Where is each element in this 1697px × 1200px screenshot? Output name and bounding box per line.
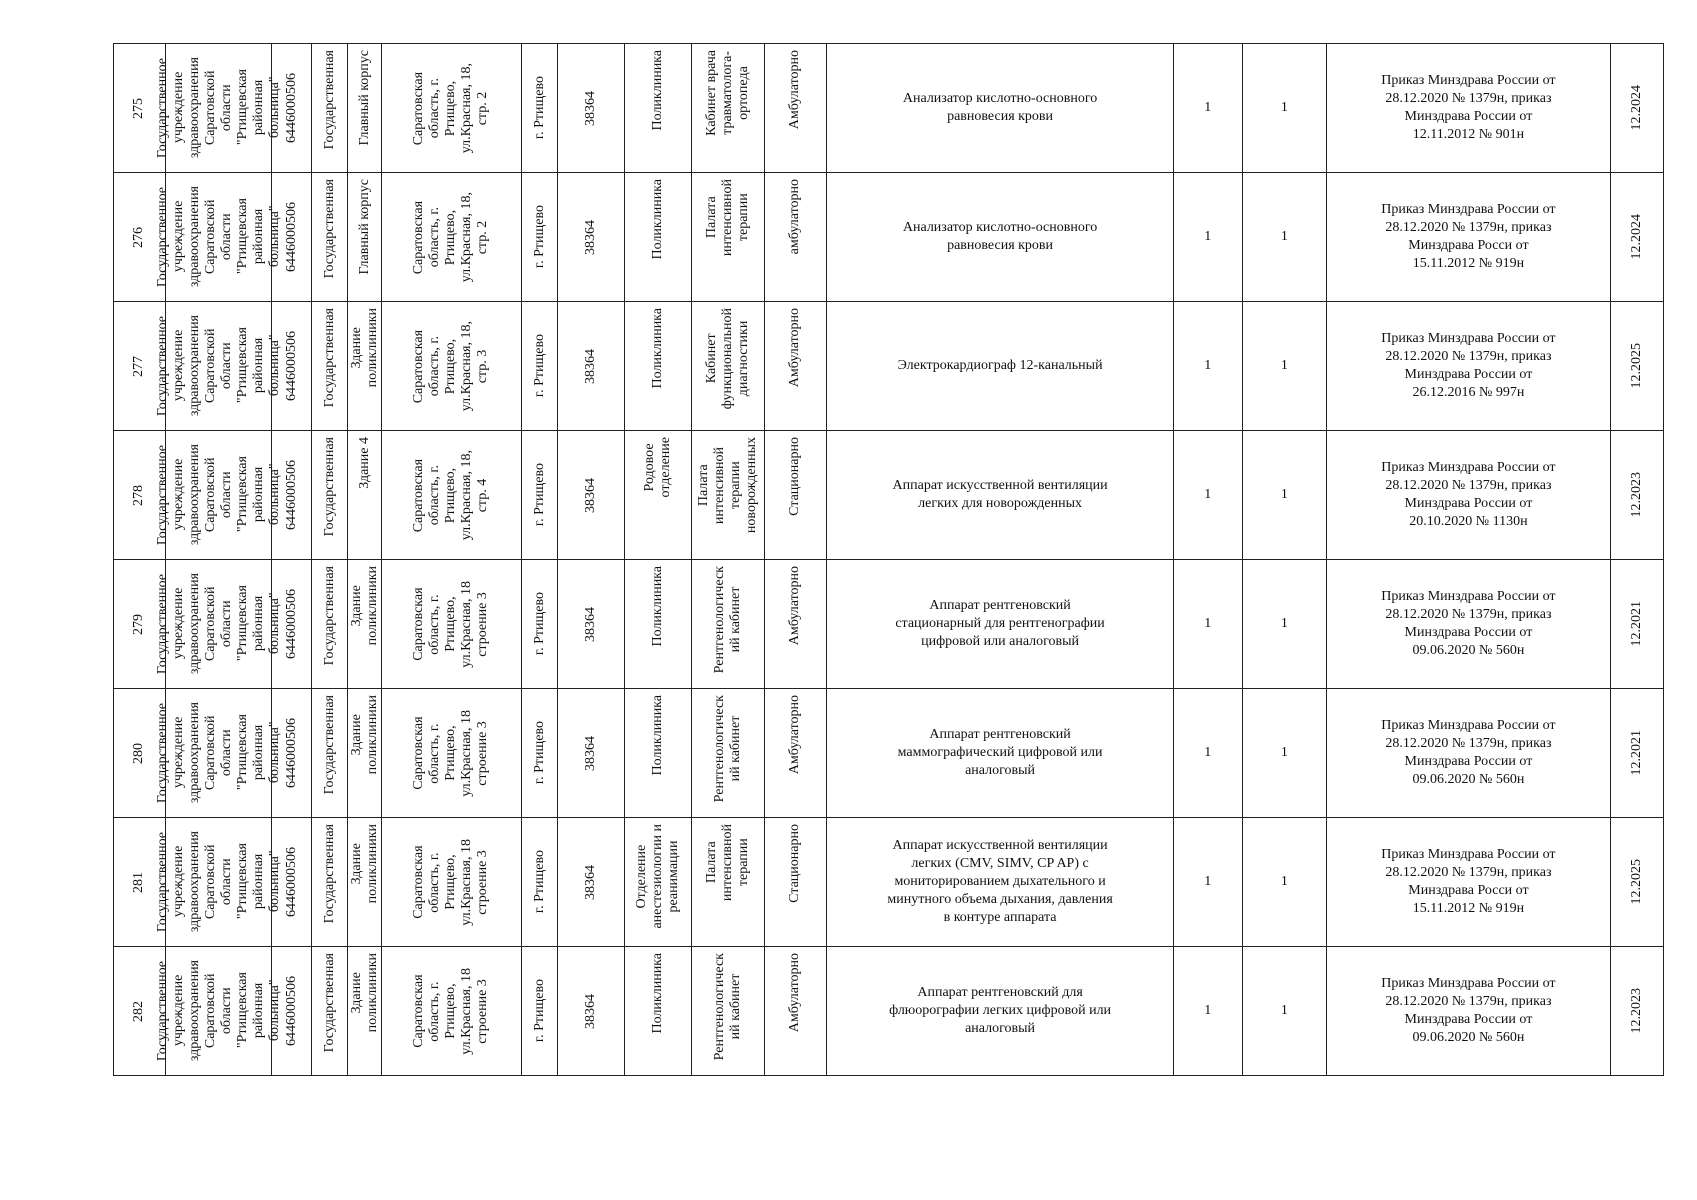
- building-cell: [348, 947, 382, 1076]
- equipment-cell: [827, 560, 1173, 689]
- quantity-cell: [1173, 689, 1242, 818]
- equipment-cell: [827, 947, 1173, 1076]
- table-body: [114, 44, 1664, 1076]
- care-type-cell: [764, 44, 827, 173]
- quantity-text: 1: [1204, 745, 1212, 760]
- territory-code-text: 38364: [582, 90, 598, 126]
- equipment-cell: [827, 302, 1173, 431]
- room-cell: [692, 818, 764, 947]
- ownership-type-cell: [311, 560, 347, 689]
- quantity-cell: [1242, 689, 1327, 818]
- date-text: 12.2023: [1628, 988, 1644, 1034]
- quantity-text: 1: [1204, 100, 1212, 115]
- department-text: Поликлиника: [649, 179, 665, 260]
- city-cell: [521, 818, 557, 947]
- room-text: Палата интенсивной терапии новорожденных: [695, 437, 759, 534]
- regulatory-basis-cell: [1327, 431, 1611, 560]
- room-text: Рентгенологическ ий кабинет: [711, 566, 743, 674]
- care-type-cell: [764, 689, 827, 818]
- room-cell: [692, 689, 764, 818]
- table-row: [114, 173, 1664, 302]
- ownership-type-text: Государственная: [321, 566, 337, 666]
- territory-code-cell: [558, 173, 624, 302]
- date-text: 12.2021: [1628, 601, 1644, 647]
- address-text: Саратовская область, г. Ртищево, ул.Красная, 18 строение 3: [411, 709, 491, 797]
- room-cell: [692, 560, 764, 689]
- territory-code-text: 38364: [582, 735, 598, 771]
- department-text: Отделение анестезиологии и реанимации: [633, 824, 681, 929]
- date-text: 12.2021: [1628, 730, 1644, 776]
- organization-name-text: Государственное учреждение здравоохранения Саратовской области "Ртищевская районная больница": [154, 315, 282, 417]
- territory-code-text: 38364: [582, 606, 598, 642]
- date-cell: [1610, 431, 1663, 560]
- regulatory-basis-text: Приказ Минздрава России от 28.12.2020 № 1379н, приказ Минздрава России от 09.06.2020 № 560н: [1381, 718, 1556, 787]
- quantity-text: 1: [1280, 229, 1288, 244]
- row-number-text: 279: [131, 613, 147, 635]
- organization-name-cell: [154, 173, 282, 302]
- ownership-type-cell: [311, 431, 347, 560]
- department-cell: [624, 947, 692, 1076]
- ownership-type-cell: [311, 689, 347, 818]
- care-type-text: амбулаторно: [787, 179, 803, 255]
- building-text: Здание поликлиники: [348, 953, 380, 1033]
- equipment-cell: [827, 818, 1173, 947]
- regulatory-basis-text: Приказ Минздрава России от 28.12.2020 № 1379н, приказ Минздрава России от 12.11.2012 № 901н: [1381, 73, 1556, 142]
- building-text: Здание поликлиники: [348, 695, 380, 775]
- date-text: 12.2025: [1628, 859, 1644, 905]
- territory-code-text: 38364: [582, 348, 598, 384]
- table-row: [114, 560, 1664, 689]
- address-text: Саратовская область, г. Ртищево, ул.Красная, 18 строение 3: [411, 580, 491, 668]
- room-cell: [692, 173, 764, 302]
- organization-name-cell: [154, 302, 282, 431]
- inn-text: 6446000506: [283, 460, 299, 530]
- department-cell: [624, 818, 692, 947]
- row-number-text: 280: [131, 742, 147, 764]
- row-number-text: 277: [131, 355, 147, 377]
- building-cell: [348, 818, 382, 947]
- quantity-text: 1: [1204, 1003, 1212, 1018]
- care-type-cell: [764, 818, 827, 947]
- organization-name-text: Государственное учреждение здравоохранения Саратовской области "Ртищевская районная больница": [154, 573, 282, 675]
- regulatory-basis-text: Приказ Минздрава России от 28.12.2020 № 1379н, приказ Минздрава Росси от 15.11.2012 № 919н: [1381, 202, 1556, 271]
- date-cell: [1610, 44, 1663, 173]
- quantity-cell: [1242, 560, 1327, 689]
- quantity-cell: [1242, 818, 1327, 947]
- ownership-type-cell: [311, 947, 347, 1076]
- inn-text: 6446000506: [283, 976, 299, 1046]
- city-cell: [521, 44, 557, 173]
- table-row: [114, 431, 1664, 560]
- room-cell: [692, 302, 764, 431]
- department-cell: [624, 431, 692, 560]
- territory-code-cell: [558, 818, 624, 947]
- city-text: г. Ртищево: [531, 850, 547, 914]
- date-text: 12.2024: [1628, 85, 1644, 131]
- regulatory-basis-cell: [1327, 689, 1611, 818]
- regulatory-basis-text: Приказ Минздрава России от 28.12.2020 № 1379н, приказ Минздрава России от 20.10.2020 № 1130н: [1381, 460, 1556, 529]
- date-cell: [1610, 560, 1663, 689]
- organization-name-text: Государственное учреждение здравоохранения Саратовской области "Ртищевская районная больница": [154, 444, 282, 546]
- quantity-text: 1: [1204, 487, 1212, 502]
- quantity-cell: [1242, 302, 1327, 431]
- address-text: Саратовская область, г. Ртищево, ул.Красная, 18 строение 3: [411, 967, 491, 1055]
- city-text: г. Ртищево: [531, 463, 547, 527]
- date-cell: [1610, 947, 1663, 1076]
- care-type-text: Стационарно: [787, 437, 803, 516]
- city-cell: [521, 173, 557, 302]
- department-text: Родовое отделение: [641, 437, 673, 498]
- quantity-text: 1: [1280, 358, 1288, 373]
- quantity-cell: [1173, 44, 1242, 173]
- department-text: Поликлиника: [649, 566, 665, 647]
- regulatory-basis-cell: [1327, 818, 1611, 947]
- row-number-text: 276: [131, 226, 147, 248]
- regulatory-basis-text: Приказ Минздрава России от 28.12.2020 № 1379н, приказ Минздрава Росси от 15.11.2012 № 919н: [1381, 847, 1556, 916]
- building-cell: [348, 173, 382, 302]
- table-row: [114, 947, 1664, 1076]
- city-text: г. Ртищево: [531, 76, 547, 140]
- building-text: Здание 4: [356, 437, 372, 489]
- inn-text: 6446000506: [283, 331, 299, 401]
- quantity-text: 1: [1204, 616, 1212, 631]
- quantity-text: 1: [1204, 229, 1212, 244]
- row-number-text: 281: [131, 871, 147, 893]
- quantity-cell: [1173, 818, 1242, 947]
- care-type-text: Амбулаторно: [787, 695, 803, 775]
- ownership-type-text: Государственная: [321, 437, 337, 537]
- address-text: Саратовская область, г. Ртищево, ул.Красная, 18, стр. 3: [411, 320, 491, 412]
- date-text: 12.2024: [1628, 214, 1644, 260]
- room-cell: [692, 431, 764, 560]
- territory-code-text: 38364: [582, 993, 598, 1029]
- date-cell: [1610, 818, 1663, 947]
- ownership-type-text: Государственная: [321, 824, 337, 924]
- organization-name-text: Государственное учреждение здравоохранения Саратовской области "Ртищевская районная больница": [154, 831, 282, 933]
- address-text: Саратовская область, г. Ртищево, ул.Красная, 18, стр. 2: [411, 191, 491, 283]
- address-text: Саратовская область, г. Ртищево, ул.Красная, 18 строение 3: [411, 838, 491, 926]
- building-text: Здание поликлиники: [348, 308, 380, 388]
- equipment-text: Аппарат рентгеновский маммографический цифровой или аналоговый: [897, 727, 1103, 778]
- building-cell: [348, 431, 382, 560]
- ownership-type-cell: [311, 44, 347, 173]
- territory-code-cell: [558, 560, 624, 689]
- ownership-type-text: Государственная: [321, 50, 337, 150]
- address-text: Саратовская область, г. Ртищево, ул.Красная, 18, стр. 2: [411, 62, 491, 154]
- room-text: Рентгенологическ ий кабинет: [711, 695, 743, 803]
- inn-text: 6446000506: [283, 718, 299, 788]
- inn-text: 6446000506: [283, 589, 299, 659]
- city-cell: [521, 947, 557, 1076]
- equipment-text: Анализатор кислотно-основного равновесия крови: [902, 220, 1098, 253]
- organization-name-cell: [154, 431, 282, 560]
- care-type-text: Амбулаторно: [787, 50, 803, 130]
- equipment-text: Аппарат рентгеновский стационарный для рентгенографии цифровой или аналоговый: [895, 598, 1105, 649]
- quantity-cell: [1173, 173, 1242, 302]
- territory-code-cell: [558, 689, 624, 818]
- department-text: Поликлиника: [649, 695, 665, 776]
- address-cell: [381, 689, 521, 818]
- quantity-cell: [1173, 302, 1242, 431]
- room-text: Палата интенсивной терапии: [703, 824, 751, 902]
- address-cell: [381, 44, 521, 173]
- regulatory-basis-cell: [1327, 560, 1611, 689]
- organization-name-text: Государственное учреждение здравоохранения Саратовской области "Ртищевская районная больница": [154, 186, 282, 288]
- organization-name-text: Государственное учреждение здравоохранения Саратовской области "Ртищевская районная больница": [154, 57, 282, 159]
- department-cell: [624, 689, 692, 818]
- territory-code-cell: [558, 302, 624, 431]
- equipment-cell: [827, 44, 1173, 173]
- quantity-text: 1: [1204, 874, 1212, 889]
- quantity-text: 1: [1280, 100, 1288, 115]
- city-cell: [521, 302, 557, 431]
- care-type-cell: [764, 560, 827, 689]
- table-row: [114, 44, 1664, 173]
- quantity-cell: [1242, 431, 1327, 560]
- regulatory-basis-cell: [1327, 173, 1611, 302]
- quantity-cell: [1173, 947, 1242, 1076]
- inn-text: 6446000506: [283, 847, 299, 917]
- row-number-text: 278: [131, 484, 147, 506]
- care-type-text: Амбулаторно: [787, 566, 803, 646]
- quantity-cell: [1242, 947, 1327, 1076]
- equipment-cell: [827, 431, 1173, 560]
- city-text: г. Ртищево: [531, 979, 547, 1043]
- ownership-type-text: Государственная: [321, 179, 337, 279]
- department-text: Поликлиника: [649, 953, 665, 1034]
- ownership-type-cell: [311, 302, 347, 431]
- quantity-cell: [1173, 431, 1242, 560]
- care-type-text: Амбулаторно: [787, 953, 803, 1033]
- table-row: [114, 818, 1664, 947]
- territory-code-cell: [558, 44, 624, 173]
- organization-name-cell: [154, 689, 282, 818]
- territory-code-text: 38364: [582, 864, 598, 900]
- ownership-type-text: Государственная: [321, 308, 337, 408]
- room-text: Рентгенологическ ий кабинет: [711, 953, 743, 1061]
- table-row: [114, 689, 1664, 818]
- room-text: Палата интенсивной терапии: [703, 179, 751, 257]
- organization-name-text: Государственное учреждение здравоохранения Саратовской области "Ртищевская районная больница": [154, 960, 282, 1062]
- equipment-text: Аппарат искусственной вентиляции легких (CMV, SIMV, CP AP) с мониторированием дыхательного и минутного объема дыхания, давления в контуре аппарата: [887, 838, 1113, 925]
- department-cell: [624, 173, 692, 302]
- quantity-text: 1: [1204, 358, 1212, 373]
- quantity-text: 1: [1280, 745, 1288, 760]
- equipment-text: Аппарат искусственной вентиляции легких для новорожденных: [892, 478, 1108, 511]
- quantity-text: 1: [1280, 1003, 1288, 1018]
- regulatory-basis-cell: [1327, 302, 1611, 431]
- organization-name-cell: [154, 560, 282, 689]
- address-cell: [381, 818, 521, 947]
- city-cell: [521, 560, 557, 689]
- regulatory-basis-cell: [1327, 44, 1611, 173]
- room-cell: [692, 44, 764, 173]
- building-text: Здание поликлиники: [348, 824, 380, 904]
- table-row: [114, 302, 1664, 431]
- care-type-text: Стационарно: [787, 824, 803, 903]
- city-text: г. Ртищево: [531, 721, 547, 785]
- department-cell: [624, 560, 692, 689]
- department-text: Поликлиника: [649, 50, 665, 131]
- department-cell: [624, 44, 692, 173]
- inn-text: 6446000506: [283, 202, 299, 272]
- equipment-cell: [827, 689, 1173, 818]
- city-text: г. Ртищево: [531, 334, 547, 398]
- equipment-text: Аппарат рентгеновский для флюорографии легких цифровой или аналоговый: [889, 985, 1112, 1036]
- quantity-text: 1: [1280, 616, 1288, 631]
- date-text: 12.2025: [1628, 343, 1644, 389]
- date-cell: [1610, 302, 1663, 431]
- inn-text: 6446000506: [283, 73, 299, 143]
- quantity-cell: [1242, 173, 1327, 302]
- building-cell: [348, 302, 382, 431]
- organization-name-cell: [154, 818, 282, 947]
- care-type-cell: [764, 947, 827, 1076]
- territory-code-cell: [558, 431, 624, 560]
- address-cell: [381, 431, 521, 560]
- building-cell: [348, 689, 382, 818]
- equipment-table: [113, 43, 1664, 1076]
- organization-name-cell: [154, 44, 282, 173]
- organization-name-cell: [154, 947, 282, 1076]
- ownership-type-text: Государственная: [321, 953, 337, 1053]
- date-text: 12.2023: [1628, 472, 1644, 518]
- organization-name-text: Государственное учреждение здравоохранения Саратовской области "Ртищевская районная больница": [154, 702, 282, 804]
- room-text: Кабинет врача травматолога- ортопеда: [703, 50, 751, 136]
- equipment-text: Электрокардиограф 12-канальный: [897, 358, 1103, 373]
- quantity-cell: [1242, 44, 1327, 173]
- ownership-type-cell: [311, 818, 347, 947]
- address-cell: [381, 947, 521, 1076]
- address-cell: [381, 302, 521, 431]
- quantity-text: 1: [1280, 487, 1288, 502]
- territory-code-text: 38364: [582, 477, 598, 513]
- equipment-text: Анализатор кислотно-основного равновесия крови: [902, 91, 1098, 124]
- quantity-cell: [1173, 560, 1242, 689]
- building-cell: [348, 560, 382, 689]
- building-text: Главный корпус: [356, 50, 372, 146]
- ownership-type-text: Государственная: [321, 695, 337, 795]
- regulatory-basis-text: Приказ Минздрава России от 28.12.2020 № 1379н, приказ Минздрава России от 09.06.2020 № 560н: [1381, 589, 1556, 658]
- city-cell: [521, 431, 557, 560]
- room-text: Кабинет функциональной диагностики: [703, 308, 751, 410]
- room-cell: [692, 947, 764, 1076]
- regulatory-basis-text: Приказ Минздрава России от 28.12.2020 № 1379н, приказ Минздрава России от 09.06.2020 № 560н: [1381, 976, 1556, 1045]
- building-cell: [348, 44, 382, 173]
- department-text: Поликлиника: [649, 308, 665, 389]
- address-cell: [381, 173, 521, 302]
- date-cell: [1610, 173, 1663, 302]
- city-text: г. Ртищево: [531, 205, 547, 269]
- territory-code-text: 38364: [582, 219, 598, 255]
- row-number-text: 275: [131, 97, 147, 119]
- department-cell: [624, 302, 692, 431]
- ownership-type-cell: [311, 173, 347, 302]
- building-text: Здание поликлиники: [348, 566, 380, 646]
- care-type-cell: [764, 173, 827, 302]
- quantity-text: 1: [1280, 874, 1288, 889]
- building-text: Главный корпус: [356, 179, 372, 275]
- city-text: г. Ртищево: [531, 592, 547, 656]
- care-type-cell: [764, 431, 827, 560]
- row-number-text: 282: [131, 1000, 147, 1022]
- date-cell: [1610, 689, 1663, 818]
- address-cell: [381, 560, 521, 689]
- regulatory-basis-text: Приказ Минздрава России от 28.12.2020 № 1379н, приказ Минздрава России от 26.12.2016 № 997н: [1381, 331, 1556, 400]
- care-type-text: Амбулаторно: [787, 308, 803, 388]
- care-type-cell: [764, 302, 827, 431]
- regulatory-basis-cell: [1327, 947, 1611, 1076]
- equipment-cell: [827, 173, 1173, 302]
- territory-code-cell: [558, 947, 624, 1076]
- city-cell: [521, 689, 557, 818]
- address-text: Саратовская область, г. Ртищево, ул.Красная, 18, стр. 4: [411, 449, 491, 541]
